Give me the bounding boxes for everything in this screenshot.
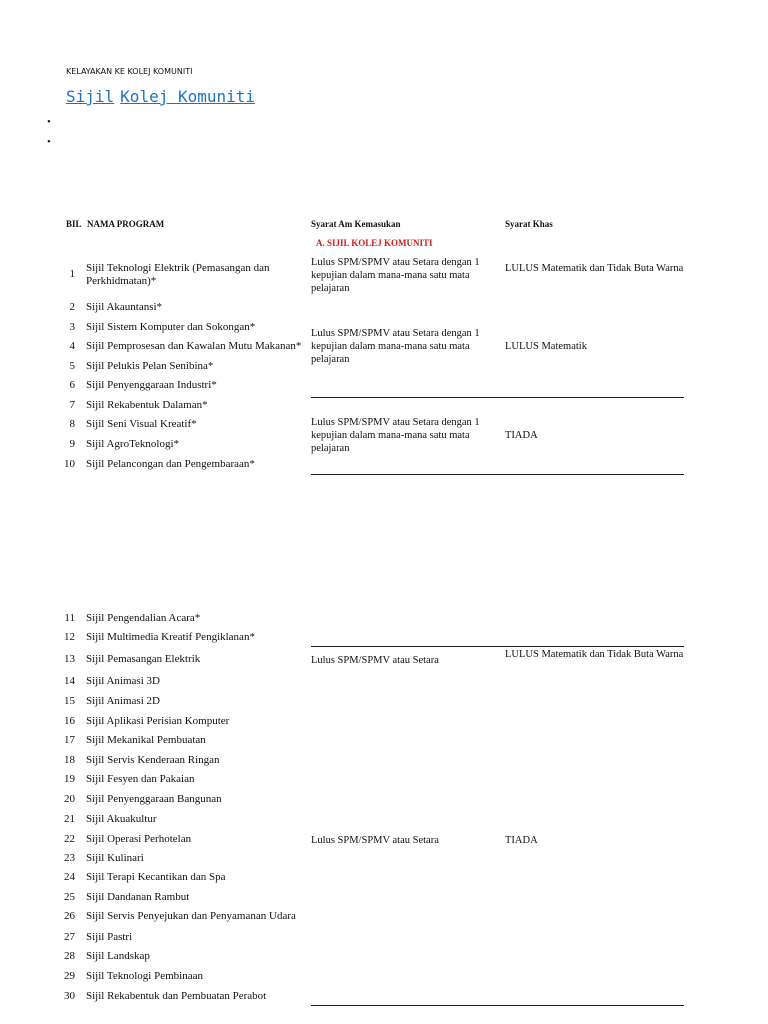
row-number: 16 [64, 715, 75, 727]
row-number: 11 [64, 612, 75, 624]
program-name: Sijil Aplikasi Perisian Komputer [86, 715, 230, 727]
program-name: Sijil Fesyen dan Pakaian [86, 773, 195, 785]
row-number: 1 [69, 268, 75, 280]
syarat-khas-cell: TIADA [505, 835, 538, 846]
program-name: Sijil Pemasangan Elektrik [86, 653, 201, 665]
section-heading: A. SIJIL KOLEJ KOMUNITI [316, 238, 433, 248]
column-header-syarat-khas: Syarat Khas [505, 219, 553, 229]
column-header-bil: BIL [66, 219, 82, 229]
row-number: 10 [64, 458, 75, 470]
syarat-khas-cell: LULUS Matematik dan Tidak Buta Warna [505, 649, 684, 660]
row-divider [311, 646, 684, 647]
syarat-khas-cell: LULUS Matematik dan Tidak Buta Warna [505, 263, 684, 274]
syarat-am-cell: Lulus SPM/SPMV atau Setara dengan 1 kepujian dalam mana-mana satu mata pelajaran [311, 257, 480, 294]
program-name: Sijil Multimedia Kreatif Pengiklanan* [86, 631, 255, 643]
row-divider [311, 397, 684, 398]
row-number: 2 [69, 301, 75, 313]
column-header-nama-program: NAMA PROGRAM [87, 219, 165, 229]
program-name: Sijil Kulinari [86, 852, 144, 864]
syarat-am-cell: Lulus SPM/SPMV atau Setara [311, 835, 439, 846]
syarat-am-cell: Lulus SPM/SPMV atau Setara dengan 1 kepujian dalam mana-mana satu mata pelajaran [311, 328, 480, 365]
row-number: 17 [64, 734, 75, 746]
program-name: Sijil Sistem Komputer dan Sokongan* [86, 321, 256, 333]
row-number: 6 [69, 379, 75, 391]
row-divider [311, 1005, 684, 1006]
bullet-item: • [47, 136, 51, 148]
row-number: 23 [64, 852, 75, 864]
program-name: Sijil Landskap [86, 950, 150, 962]
row-number: 26 [64, 910, 75, 922]
row-number: 24 [64, 871, 75, 883]
row-number: 7 [69, 399, 75, 411]
program-name: Sijil Servis Penyejukan dan Penyamanan Udara [86, 910, 296, 922]
row-number: 27 [64, 931, 75, 943]
program-name: Sijil Animasi 2D [86, 695, 160, 707]
program-name: Sijil Rekabentuk dan Pembuatan Perabot [86, 990, 267, 1002]
program-name: Sijil Operasi Perhotelan [86, 833, 192, 845]
syarat-khas-cell: TIADA [505, 430, 538, 441]
row-number: 19 [64, 773, 75, 785]
row-number: 25 [64, 891, 75, 903]
row-number: 8 [69, 418, 75, 430]
program-name: Sijil AgroTeknologi* [86, 438, 180, 450]
title-link-sijil[interactable]: Sijil [66, 87, 115, 106]
row-number: 29 [64, 970, 75, 982]
program-name: Sijil Mekanikal Pembuatan [86, 734, 206, 746]
row-number: 22 [64, 833, 75, 845]
row-number: 14 [64, 675, 75, 687]
program-name: Sijil Pelukis Pelan Senibina* [86, 360, 214, 372]
row-number: 12 [64, 631, 75, 643]
title-link-kolej-komuniti[interactable]: Kolej Komuniti [120, 87, 256, 106]
row-number: 18 [64, 754, 75, 766]
program-name: Sijil Servis Kenderaan Ringan [86, 754, 220, 766]
row-number: 15 [64, 695, 75, 707]
program-name: Sijil Akuakultur [86, 813, 157, 825]
row-divider [311, 474, 684, 475]
program-name: Sijil Pemprosesan dan Kawalan Mutu Makanan* [86, 340, 302, 352]
program-name: Sijil Akauntansi* [86, 301, 163, 313]
row-number: 5 [69, 360, 75, 372]
row-number: 21 [64, 813, 75, 825]
row-number: 30 [64, 990, 75, 1002]
page-kicker: KELAYAKAN KE KOLEJ KOMUNITI [66, 67, 193, 76]
program-name: Sijil Seni Visual Kreatif* [86, 418, 197, 430]
program-name: Sijil Penyenggaraan Bangunan [86, 793, 222, 805]
syarat-am-cell: Lulus SPM/SPMV atau Setara [311, 655, 439, 666]
program-name: Sijil Pengendalian Acara* [86, 612, 201, 624]
syarat-am-cell: Lulus SPM/SPMV atau Setara dengan 1 kepujian dalam mana-mana satu mata pelajaran [311, 417, 480, 454]
row-number: 13 [64, 653, 75, 665]
program-name: Sijil Pastri [86, 931, 133, 943]
program-name: Sijil Terapi Kecantikan dan Spa [86, 871, 226, 883]
column-header-syarat-am: Syarat Am Kemasukan [311, 219, 401, 229]
syarat-khas-cell: LULUS Matematik [505, 341, 587, 352]
row-number: 20 [64, 793, 75, 805]
program-name: Sijil Penyenggaraan Industri* [86, 379, 217, 391]
row-number: 4 [69, 340, 75, 352]
program-name: Sijil Teknologi Elektrik (Pemasangan dan Perkhidmatan)* [86, 262, 270, 287]
row-number: 3 [69, 321, 75, 333]
page-title [66, 87, 255, 106]
program-name: Sijil Teknologi Pembinaan [86, 970, 203, 982]
bullet-item: • [47, 116, 51, 128]
program-name: Sijil Rekabentuk Dalaman* [86, 399, 208, 411]
row-number: 28 [64, 950, 75, 962]
program-name: Sijil Dandanan Rambut [86, 891, 190, 903]
program-name: Sijil Pelancongan dan Pengembaraan* [86, 458, 255, 470]
row-number: 9 [69, 438, 75, 450]
program-name: Sijil Animasi 3D [86, 675, 160, 687]
